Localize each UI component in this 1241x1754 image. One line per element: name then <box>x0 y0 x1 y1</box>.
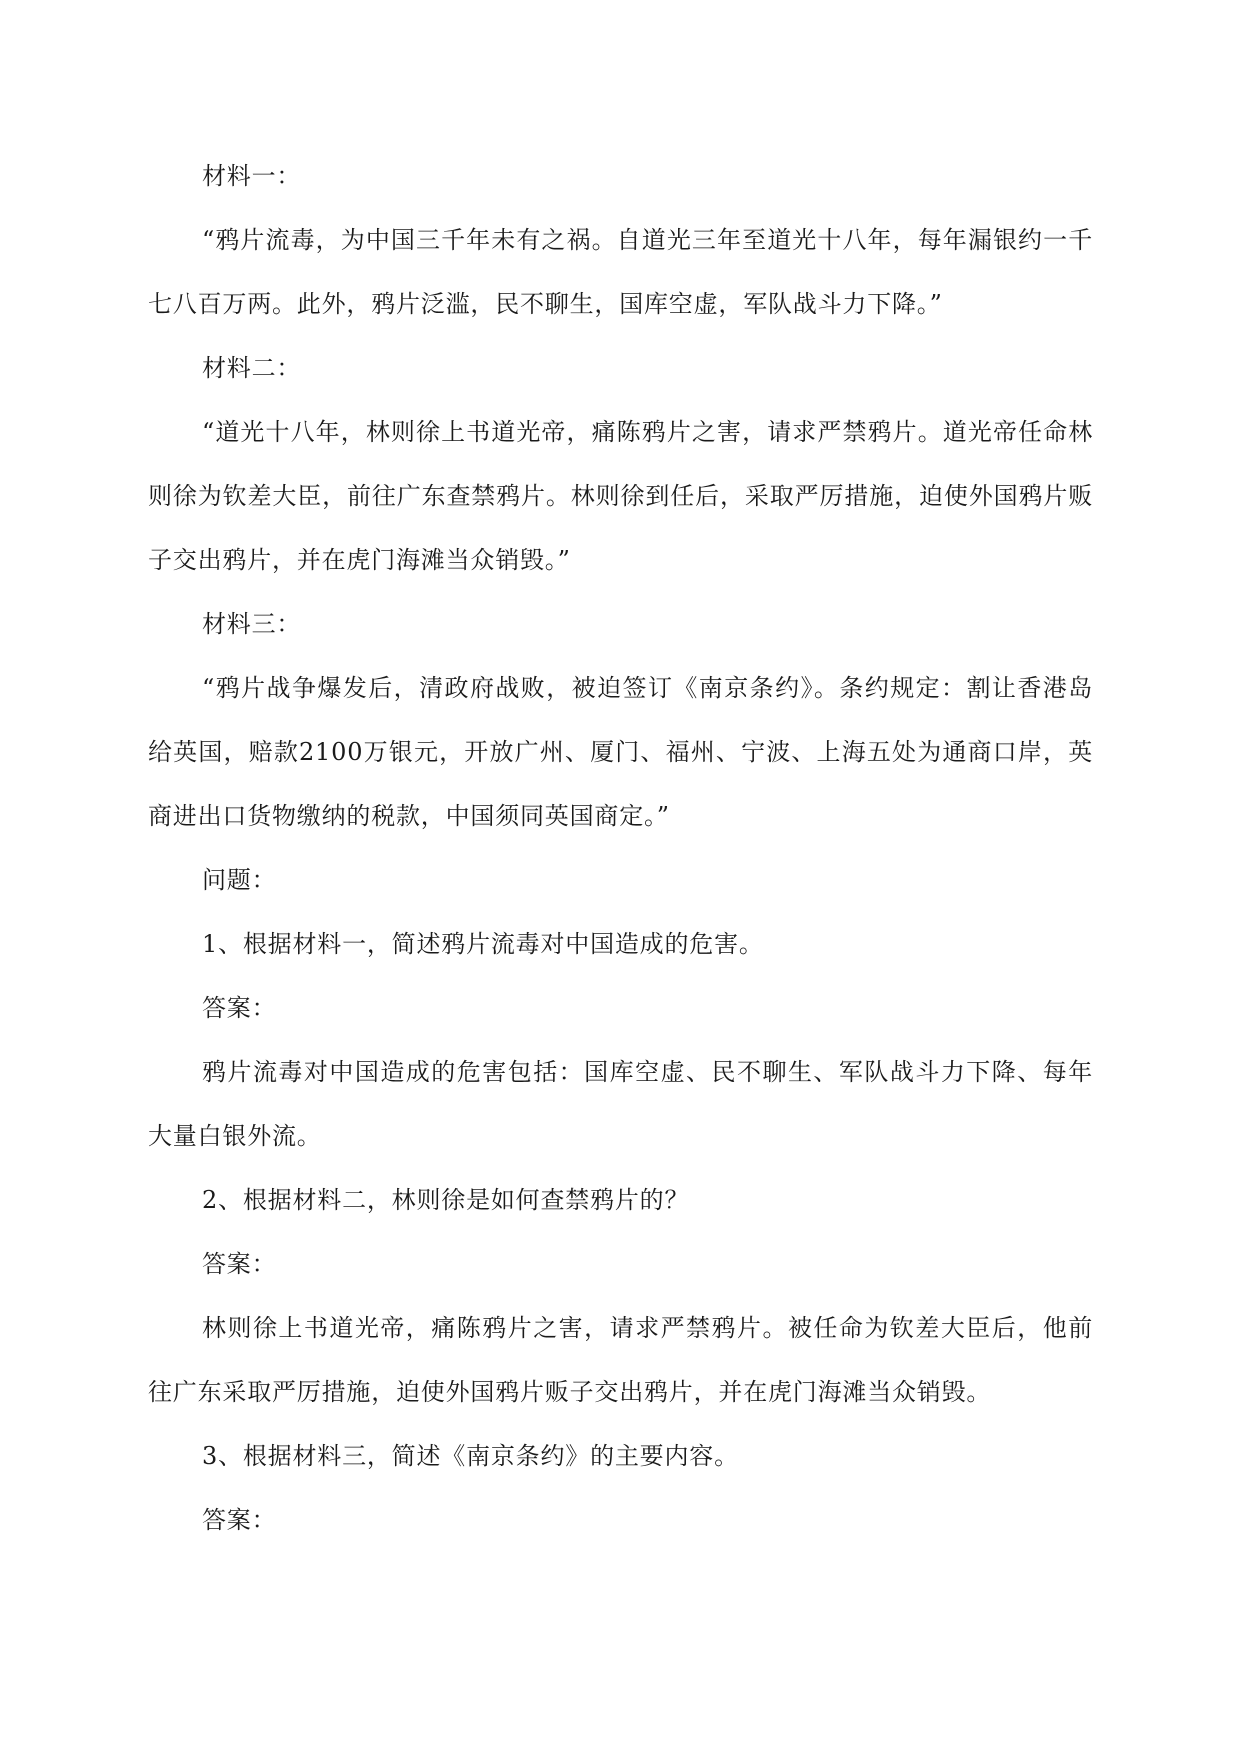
material-1-heading: 材料一： <box>202 162 302 190</box>
document-body <box>148 144 1093 1552</box>
question-2: 2、根据材料二，林则徐是如何查禁鸦片的？ <box>202 1186 690 1214</box>
material-2-quote: “道光十八年，林则徐上书道光帝，痛陈鸦片之害，请求严禁鸦片。道光帝任命林则徐为钦差大臣，前往广东查禁鸦片。林则徐到任后，采取严厉措施，迫使外国鸦片贩子交出鸦片，并在虎门海滩当众销毁。” <box>148 418 1093 574</box>
answer-2-label: 答案： <box>202 1250 277 1278</box>
questions-heading: 问题： <box>202 866 277 894</box>
material-2-heading: 材料二： <box>202 354 302 382</box>
answer-1-text: 鸦片流毒对中国造成的危害包括：国库空虚、民不聊生、军队战斗力下降、每年大量白银外流。 <box>148 1058 1093 1150</box>
material-1-quote: “鸦片流毒，为中国三千年未有之祸。自道光三年至道光十八年，每年漏银约一千七八百万两。此外，鸦片泛滥，民不聊生，国库空虚，军队战斗力下降。” <box>148 226 1093 318</box>
answer-2-text: 林则徐上书道光帝，痛陈鸦片之害，请求严禁鸦片。被任命为钦差大臣后，他前往广东采取严厉措施，迫使外国鸦片贩子交出鸦片，并在虎门海滩当众销毁。 <box>148 1314 1093 1406</box>
answer-1-label: 答案： <box>202 994 277 1022</box>
question-1: 1、根据材料一，简述鸦片流毒对中国造成的危害。 <box>202 930 764 958</box>
question-3: 3、根据材料三，简述《南京条约》的主要内容。 <box>202 1442 739 1470</box>
material-3-heading: 材料三： <box>202 610 302 638</box>
answer-3-label: 答案： <box>202 1506 277 1534</box>
material-3-quote: “鸦片战争爆发后，清政府战败，被迫签订《南京条约》。条约规定：割让香港岛给英国，赔款2100万银元，开放广州、厦门、福州、宁波、上海五处为通商口岸，英商进出口货物缴纳的税款，中国须同英国商定。” <box>148 674 1093 830</box>
